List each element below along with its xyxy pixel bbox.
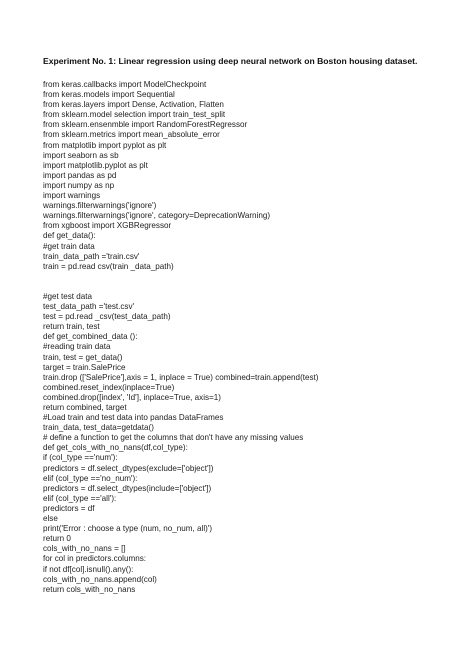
code-line: def get_cols_with_no_nans(df,col_type):	[43, 443, 188, 453]
code-line: predictors = df.select_dtypes(exclude=['object'])	[43, 463, 214, 473]
code-line: #get test data	[43, 291, 93, 301]
code-line: cols_with_no_nans = []	[43, 544, 126, 554]
code-line: train_data_path ='train.csv'	[43, 251, 140, 261]
document-title: Experiment No. 1: Linear regression using deep neural network on Boston housing dataset.	[43, 56, 418, 66]
code-line: #reading train data	[43, 342, 111, 352]
code-line: cols_with_no_nans.append(col)	[43, 574, 157, 584]
code-line: import numpy as np	[43, 180, 115, 190]
code-line: warnings.filterwarnings('ignore')	[43, 201, 157, 211]
code-line: from keras.layers import Dense, Activation, Flatten	[43, 100, 224, 110]
code-line: def get_data():	[43, 231, 96, 241]
code-listing	[43, 80, 463, 595]
code-line: train.drop (['SalePrice'],axis = 1, inplace = True) combined=train.append(test)	[43, 372, 319, 382]
code-line: from xgboost import XGBRegressor	[43, 221, 172, 231]
code-line: if (col_type =='num'):	[43, 453, 118, 463]
code-line: train_data, test_data=getdata()	[43, 423, 154, 433]
code-line	[43, 282, 463, 292]
code-line: from matplotlib import pyplot as plt	[43, 140, 167, 150]
code-line: import seaborn as sb	[43, 150, 119, 160]
code-line: combined.reset_index(inplace=True)	[43, 382, 175, 392]
code-line: #Load train and test data into pandas DataFrames	[43, 413, 224, 423]
code-line: return train, test	[43, 322, 100, 332]
code-line: target = train.SalePrice	[43, 362, 126, 372]
code-line: return 0	[43, 534, 71, 544]
code-line: predictors = df.select_dtypes(include=['object'])	[43, 483, 212, 493]
code-line: from keras.models import Sequential	[43, 90, 175, 100]
code-line: from keras.callbacks import ModelCheckpoint	[43, 80, 207, 89]
code-line: return cols_with_no_nans	[43, 584, 136, 594]
code-line	[43, 272, 463, 282]
code-line: warnings.filterwarnings('ignore', category=DeprecationWarning)	[43, 211, 271, 221]
code-line: import pandas as pd	[43, 170, 117, 180]
code-line: else	[43, 514, 58, 524]
code-line: return combined, target	[43, 403, 127, 412]
code-line: import warnings	[43, 191, 101, 201]
code-line: from sklearn.model selection import train_test_split	[43, 110, 226, 120]
code-line: train = pd.read csv(train _data_path)	[43, 261, 174, 271]
code-line: for col in predictors.columns:	[43, 554, 147, 564]
code-line: def get_combined_data ():	[43, 332, 138, 342]
code-line: elif (col_type =='all'):	[43, 493, 117, 503]
code-line: predictors = df	[43, 503, 95, 513]
code-line: # define a function to get the columns that don't have any missing values	[43, 433, 304, 443]
code-line: combined.drop([index', 'Id'], inplace=True, axis=1)	[43, 392, 221, 402]
code-line: import matplotlib.pyplot as plt	[43, 160, 148, 170]
code-line: elif (col_type =='no_num'):	[43, 473, 138, 483]
code-line: test_data_path ='test.csv'	[43, 302, 135, 312]
code-line: #get train data	[43, 241, 95, 251]
code-line: from sklearn.metrics import mean_absolute_error	[43, 130, 220, 140]
code-line: train, test = get_data()	[43, 352, 123, 362]
code-line: if not df[col].isnull().any():	[43, 564, 134, 574]
code-line: from sklearn.ensenmble import RandomForestRegressor	[43, 120, 248, 130]
code-line: print('Error : choose a type (num, no_num, all)')	[43, 524, 213, 534]
code-line: test = pd.read _csv(test_data_path)	[43, 312, 171, 322]
